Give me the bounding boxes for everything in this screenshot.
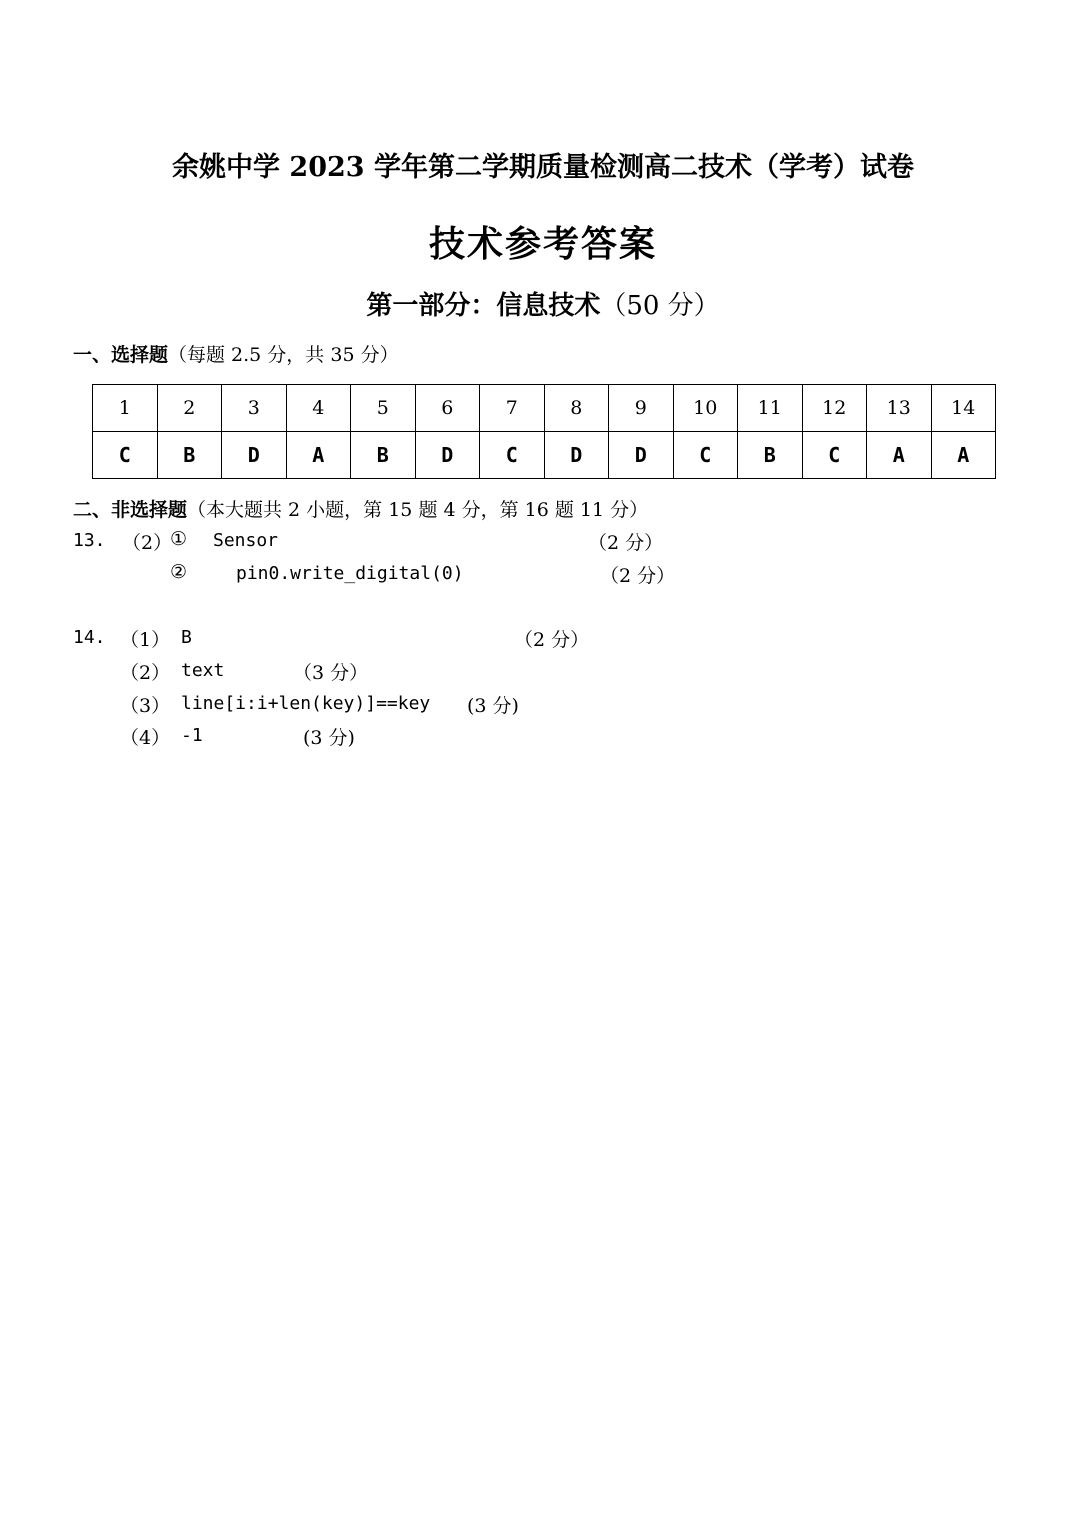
answer-letter-cell: A [931, 432, 996, 479]
answer-letter-cell: D [415, 432, 480, 479]
q13-number: 13. [73, 530, 106, 551]
q14-part2-answer: text [181, 660, 225, 681]
question-number-cell: 10 [673, 385, 738, 432]
question-number-cell: 8 [544, 385, 609, 432]
answer-letter-row [93, 432, 996, 479]
q14-part1-label: （1） [120, 629, 171, 651]
answer-letter-cell: D [222, 432, 287, 479]
section2-heading-note: （本大题共 2 小题，第 15 题 4 分，第 16 题 11 分） [187, 499, 649, 521]
q14-part2-label: （2） [120, 662, 171, 684]
answer-letter-cell: B [351, 432, 416, 479]
question-number-cell: 4 [286, 385, 351, 432]
question-number-cell: 7 [480, 385, 545, 432]
q13-part-label: （2） [122, 532, 173, 554]
q13-item1-score: （2 分） [588, 532, 664, 554]
q14-part3-label: （3） [120, 695, 171, 717]
q14-part3-score: (3 分) [467, 695, 519, 717]
q14-part4-score: (3 分) [303, 727, 355, 749]
question-number-cell: 12 [802, 385, 867, 432]
question-number-cell: 11 [738, 385, 803, 432]
question-number-cell: 5 [351, 385, 416, 432]
section1-heading-label: 一、选择题 [73, 344, 169, 366]
q14-part1-answer: B [181, 627, 192, 648]
question-number-row [93, 385, 996, 432]
answer-letter-cell: A [286, 432, 351, 479]
part-one-score: （50 分） [600, 291, 720, 321]
q13-item2-score: （2 分） [600, 565, 676, 587]
q13-item1-marker: ① [170, 528, 188, 550]
question-number-cell: 1 [93, 385, 158, 432]
question-number-cell: 2 [157, 385, 222, 432]
section1-heading-note: （每题 2.5 分，共 35 分） [168, 344, 399, 366]
answer-key-title: 技术参考答案 [428, 223, 657, 265]
answer-letter-cell: C [802, 432, 867, 479]
question-number-cell: 13 [867, 385, 932, 432]
question-number-cell: 3 [222, 385, 287, 432]
answer-letter-cell: B [738, 432, 803, 479]
section-multiple-choice-heading [73, 340, 399, 367]
answer-letter-cell: A [867, 432, 932, 479]
answer-letter-cell: B [157, 432, 222, 479]
question-number-cell: 9 [609, 385, 674, 432]
question-number-cell: 6 [415, 385, 480, 432]
q14-number: 14. [73, 627, 106, 648]
answer-letter-cell: C [93, 432, 158, 479]
section2-heading-label: 二、非选择题 [73, 499, 188, 521]
q13-item2-answer: pin0.write_digital(0) [236, 563, 464, 584]
q14-part1-score: （2 分） [514, 629, 590, 651]
q14-part3-answer: line[i:i+len(key)]==key [181, 693, 431, 714]
answer-letter-cell: D [609, 432, 674, 479]
question-number-cell: 14 [931, 385, 996, 432]
answer-letter-cell: C [673, 432, 738, 479]
q14-part2-score: （3 分） [293, 662, 369, 684]
part-one-title [0, 285, 1086, 322]
answer-letter-cell: C [480, 432, 545, 479]
q14-part4-answer: -1 [181, 725, 203, 746]
q13-item1-answer: Sensor [213, 530, 279, 551]
q14-part4-label: （4） [120, 727, 171, 749]
section-open-questions-heading [73, 495, 648, 522]
choice-answer-table [92, 384, 996, 479]
q13-item2-marker: ② [170, 561, 188, 583]
part-one-title-main: 第一部分：信息技术 [366, 291, 601, 321]
school-exam-title: 余姚中学 2023 学年第二学期质量检测高二技术（学考）试卷 [172, 152, 914, 183]
answer-letter-cell: D [544, 432, 609, 479]
